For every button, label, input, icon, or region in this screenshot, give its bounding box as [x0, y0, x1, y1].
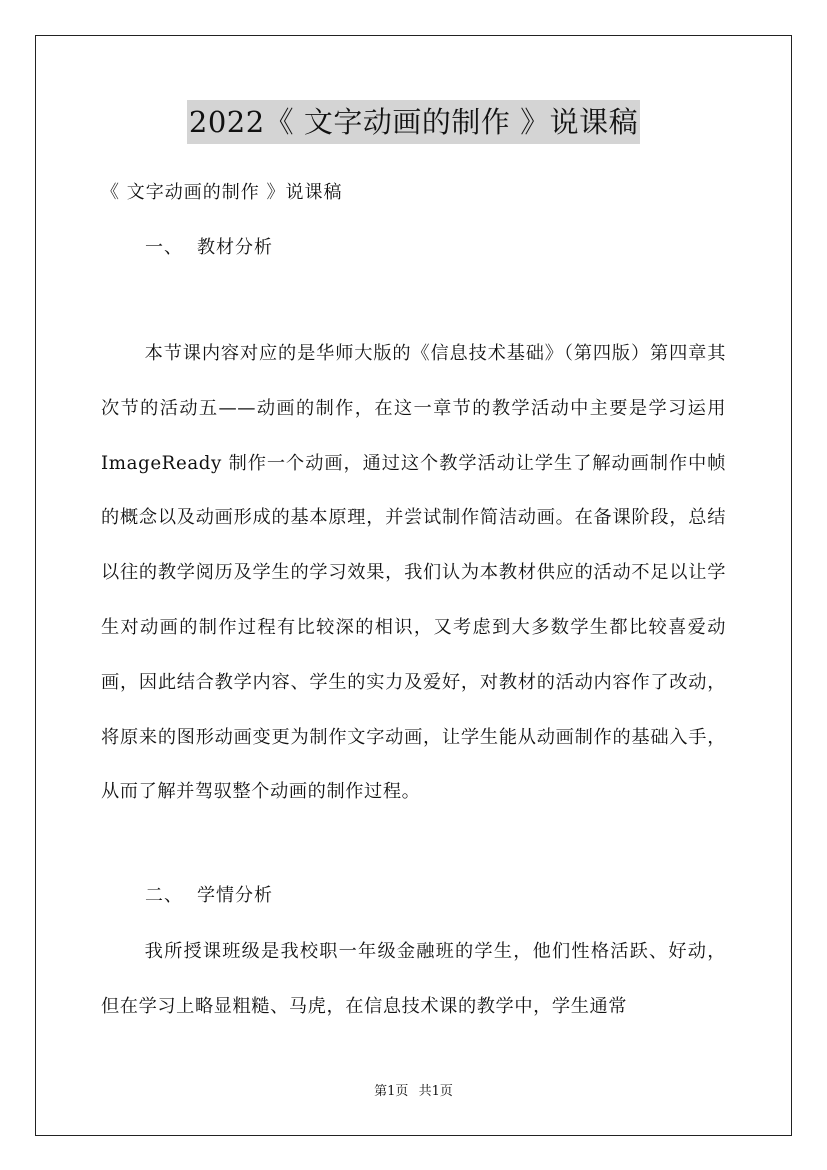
document-title: 2022《 文字动画的制作 》说课稿	[187, 100, 640, 144]
section-paragraph-2: 我所授课班级是我校职一年级金融班的学生，他们性格活跃、好动，但在学习上略显粗糙、马虎，在信息技术课的教学中，学生通常	[101, 941, 726, 1017]
section-number-2: 二、	[145, 885, 183, 906]
section-heading-text-2: 学情分析	[197, 885, 273, 906]
section-heading-1	[145, 233, 273, 263]
page-total: 共1页	[418, 1084, 453, 1099]
title-container	[0, 100, 827, 144]
section-number-1: 一、	[145, 237, 183, 258]
page-footer	[0, 1083, 827, 1101]
section-paragraph-1: 本节课内容对应的是华师大版的《信息技术基础》（第四版）第四章其次节的活动五——动画的制作，在这一章节的教学活动中主要是学习运用 ImageReady 制作一个动画，通过这个教学活动让学生了解动画制作中帧的概念以及动画形成的基本原理，并尝试制作简洁动画。在备课阶段，总结以往的教学阅历及学生的学习效果，我们认为本教材供应的活动不足以让学生对动画的制作过程有比较深的相识，又考虑到大多数学生都比较喜爱动画，因此结合教学内容、学生的实力及爱好，对教材的活动内容作了改动，将原来的图形动画变更为制作文字动画，让学生能从动画制作的基础入手，从而了解并驾驭整个动画的制作过程。	[101, 343, 726, 803]
document-subtitle: 《 文字动画的制作 》说课稿	[101, 182, 343, 203]
page-number: 第1页	[374, 1084, 409, 1099]
section-heading-text-1: 教材分析	[197, 237, 273, 258]
section-heading-2	[145, 881, 273, 911]
